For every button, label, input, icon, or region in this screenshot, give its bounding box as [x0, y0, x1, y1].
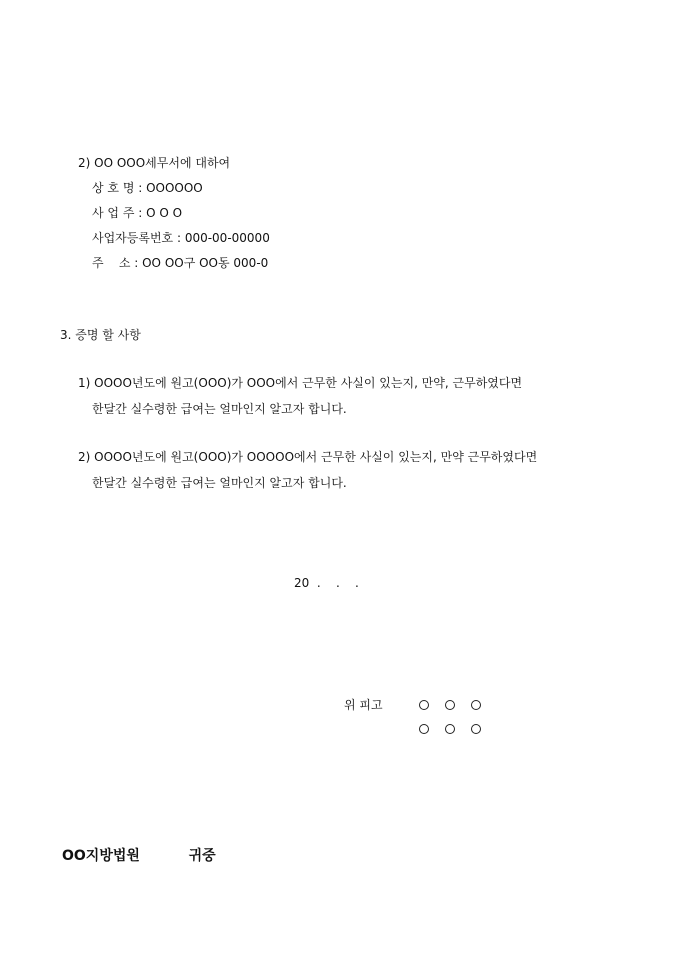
- defendant-name-placeholder-row-2: [419, 724, 481, 734]
- party2-heading: 2) OO OOO세무서에 대하여: [78, 156, 231, 170]
- circle-mark: [445, 700, 455, 710]
- item-2-line-2: 한달간 실수령한 급여는 얼마인지 알고자 합니다.: [92, 476, 347, 490]
- signature-label: 위 피고: [344, 698, 383, 712]
- document-date: 20 . . .: [294, 576, 359, 590]
- circle-mark: [445, 724, 455, 734]
- trade-name: 상 호 명 : OOOOOO: [92, 181, 203, 195]
- address: 주 소 : OO OO구 OO동 000-0: [92, 256, 269, 270]
- business-registration-number: 사업자등록번호 : 000-00-00000: [92, 231, 270, 245]
- item-2-line-1: 2) OOOO년도에 원고(OOO)가 OOOOO에서 근무한 사실이 있는지, 만약 근무하였다면: [78, 450, 538, 464]
- court-addressee: OO지방법원 귀중: [62, 848, 216, 864]
- defendant-name-placeholder-row-1: [419, 700, 481, 710]
- business-owner: 사 업 주 : O O O: [92, 206, 183, 220]
- circle-mark: [471, 724, 481, 734]
- item-1-line-1: 1) OOOO년도에 원고(OOO)가 OOO에서 근무한 사실이 있는지, 만약, 근무하였다면: [78, 376, 523, 390]
- circle-mark: [419, 700, 429, 710]
- circle-mark: [471, 700, 481, 710]
- item-1-line-2: 한달간 실수령한 급여는 얼마인지 알고자 합니다.: [92, 402, 347, 416]
- circle-mark: [419, 724, 429, 734]
- section-3-title: 3. 증명 할 사항: [60, 328, 141, 342]
